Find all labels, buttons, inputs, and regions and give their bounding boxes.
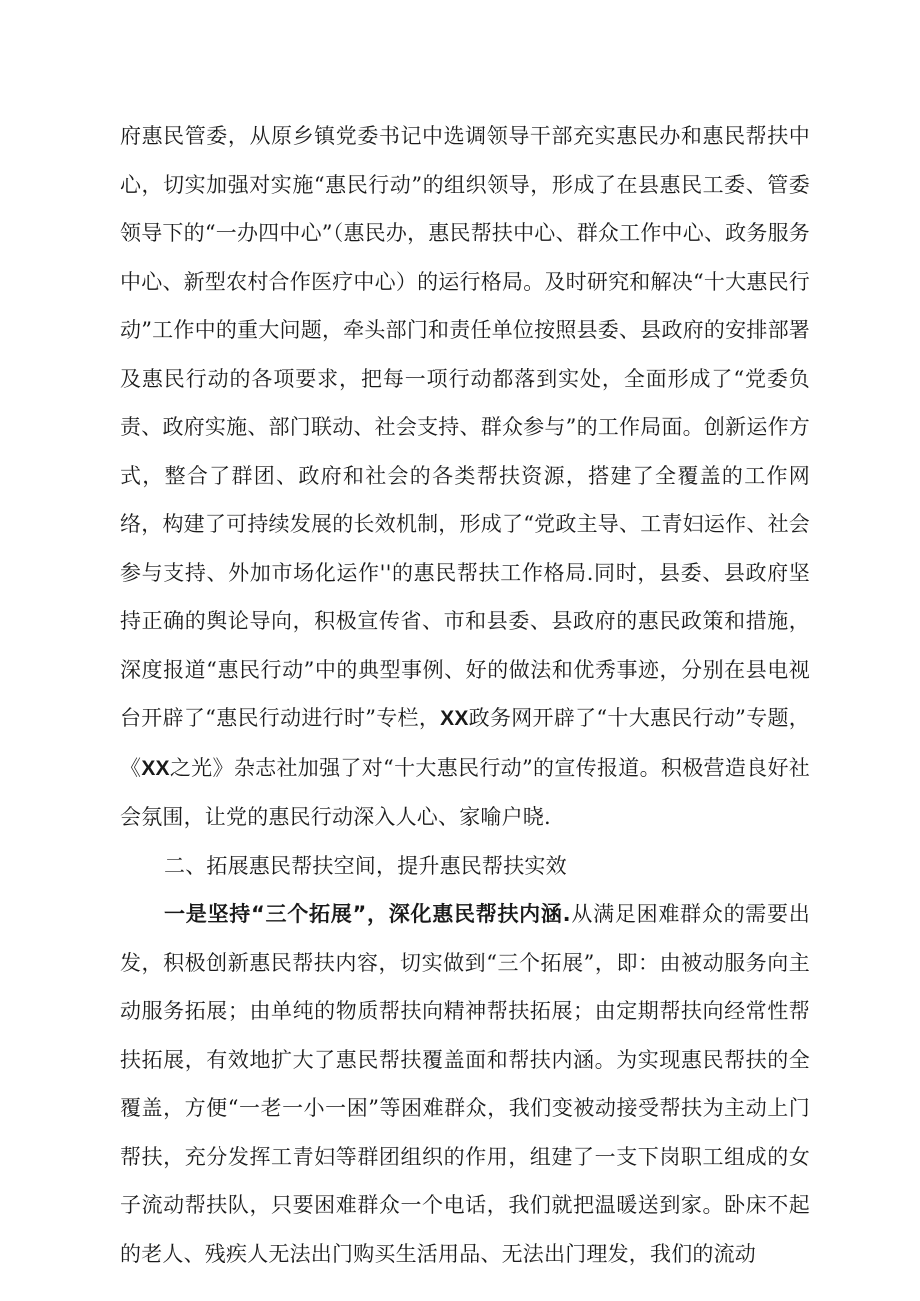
document-body: [120, 112, 810, 1278]
paragraph-2-body: 从满足困难群众的需要出发，积极创新惠民帮扶内容，切实做到“三个拓展”，即：由被动服务向主动服务拓展；由单纯的物质帮扶向精神帮扶拓展；由定期帮扶向经常性帮扶拓展，有效地扩大了惠民帮扶覆盖面和帮扶内涵。为实现惠民帮扶的全覆盖，方便“一老一小一困”等困难群众，我们变被动接受帮扶为主动上门帮扶，充分发挥工青妇等群团组织的作用，组建了一支下岗职工组成的女子流动帮扶队，只要困难群众一个电话，我们就把温暖送到家。卧床不起的老人、残疾人无法出门购买生活用品、无法出门理发，我们的流动: [120, 902, 810, 1266]
paragraph-1-text-a: 府惠民管委，从原乡镇党委书记中选调领导干部充实惠民办和惠民帮扶中心，切实加强对实施“惠民行动”的组织领导，形成了在县惠民工委、管委领导下的“一办四中心”（惠民办，惠民帮扶中心、群众工作中心、政务服务中心、新型农村合作医疗中心）的运行格局。及时研究和解决“十大惠民行动”工作中的重大问题，牵头部门和责任单位按照县委、县政府的安排部署及惠民行动的各项要求，把每一项行动都落到实处，全面形成了“党委负责、政府实施、部门联动、社会支持、群众参与”的工作局面。创新运作方式，整合了群团、政府和社会的各类帮扶资源，搭建了全覆盖的工作网络，构建了可持续发展的长效机制，形成了“党政主导、工青妇运作、社会参与支持、外加市场化运作''的惠民帮扶工作格局.同时，县委、县政府坚持正确的舆论导向，积极宣传省、市和县委、县政府的惠民政策和措施，深度报道“惠民行动”中的典型事例、好的做法和优秀事迹，分别在县电视台开辟了“惠民行动进行时”专栏，: [120, 124, 810, 730]
placeholder-xx-2: XX: [141, 756, 170, 780]
paragraph-1-text-c: 之光》杂志社加强了对“十大惠民行动”的宣传报道。积极营造良好社会氛围，让党的惠民行动深入人心、家喻户晓.: [120, 755, 811, 829]
paragraph-continued: [120, 112, 810, 842]
paragraph-2-lead: 一是坚持“三个拓展”，深化惠民帮扶内涵.: [164, 902, 571, 926]
section-heading: 二、拓展惠民帮扶空间，提升惠民帮扶实效: [164, 853, 567, 878]
paragraph-2: [120, 890, 810, 1278]
paragraph-1-text-b: 政务网开辟了“十大惠民行动”专题，《: [120, 706, 810, 780]
placeholder-xx-1: XX: [440, 707, 469, 730]
